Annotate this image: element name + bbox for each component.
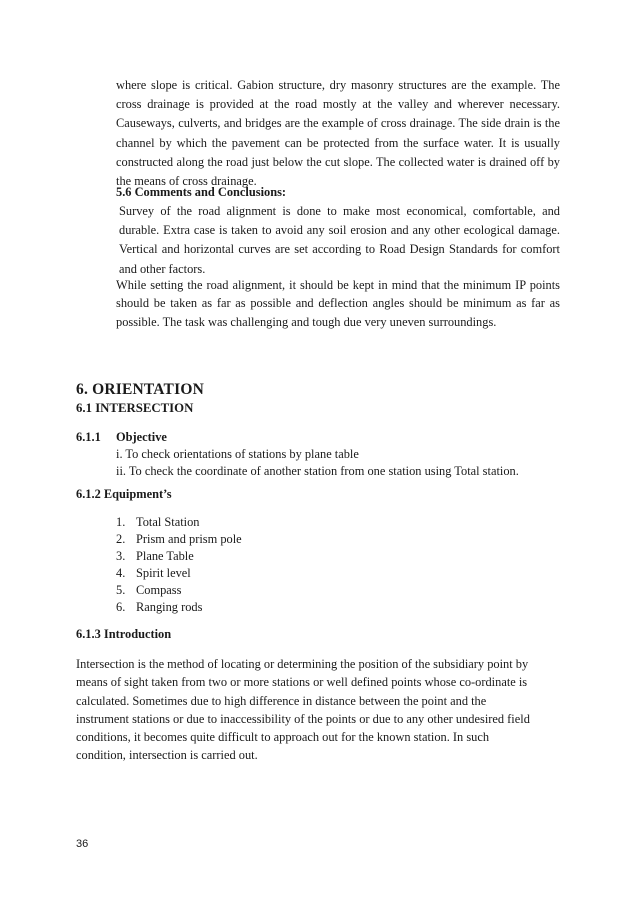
objective-item: ii. To check the coordinate of another station from one station using Total station. (116, 464, 519, 478)
text-line: conditions, it becomes quite difficult to approach out for the known station. In such (76, 730, 490, 745)
subsection-number: 6.1.1 (76, 430, 101, 444)
text-line: Intersection is the method of locating or determining the position of the subsidiary point by (76, 657, 529, 671)
chapter-heading-orientation: 6. ORIENTATION (76, 381, 204, 398)
list-item: 4. Spirit level (116, 566, 191, 580)
list-item: 5. Compass (116, 583, 182, 597)
text-line: calculated. Sometimes due to high difference in distance between the point and the (76, 693, 487, 708)
list-item: 1. Total Station (116, 515, 200, 529)
objective-item: i. To check orientations of stations by plane table (116, 447, 359, 461)
subsection-heading-equipments: 6.1.2 Equipment’s (76, 487, 172, 501)
section-heading-5-6: 5.6 Comments and Conclusions: (116, 185, 287, 199)
subsection-title: Objective (116, 430, 167, 444)
comments-paragraph-2: While setting the road alignment, it should be kept in mind that the minimum IP points should be taken as far as possible and deflection angles should be minimum as far as possible. The task was challenging and tough due very uneven surroundings. (116, 278, 560, 329)
text-line: instrument stations or due to inaccessibility of the points or due to any other undesired field (76, 711, 530, 726)
page-number: 36 (76, 838, 89, 850)
comments-paragraph-1: Survey of the road alignment is done to make most economical, comfortable, and durable. Extra case is taken to avoid any soil erosion and any other ecological damage. Vertical and horizontal curves are set according to Road Design Standards for comfort and other factors. (119, 204, 560, 276)
section-heading-intersection: 6.1 INTERSECTION (76, 401, 194, 415)
text-line: condition, intersection is carried out. (76, 748, 258, 763)
introduction-paragraph (76, 655, 562, 765)
objective-list (116, 446, 519, 480)
list-item: 6. Ranging rods (116, 600, 203, 614)
equipment-list (116, 514, 242, 616)
list-item: 2. Prism and prism pole (116, 532, 242, 546)
list-item: 3. Plane Table (116, 549, 194, 563)
continuation-paragraph: where slope is critical. Gabion structure, dry masonry structures are the example. The cross drainage is provided at the road mostly at the valley and wherever necessary. Causeways, culverts, and bridges are the example of cross drainage. The side drain is the channel by which the pavement can be protected from the surface water. It is usually constructed along the road just below the cut slope. The collected water is drained off by the means of cross drainage. (116, 78, 560, 189)
subsection-heading-objective (76, 430, 167, 445)
text-line: means of sight taken from two or more stations or well defined points whose co-ordinate is (76, 675, 528, 690)
subsection-heading-introduction: 6.1.3 Introduction (76, 627, 172, 641)
